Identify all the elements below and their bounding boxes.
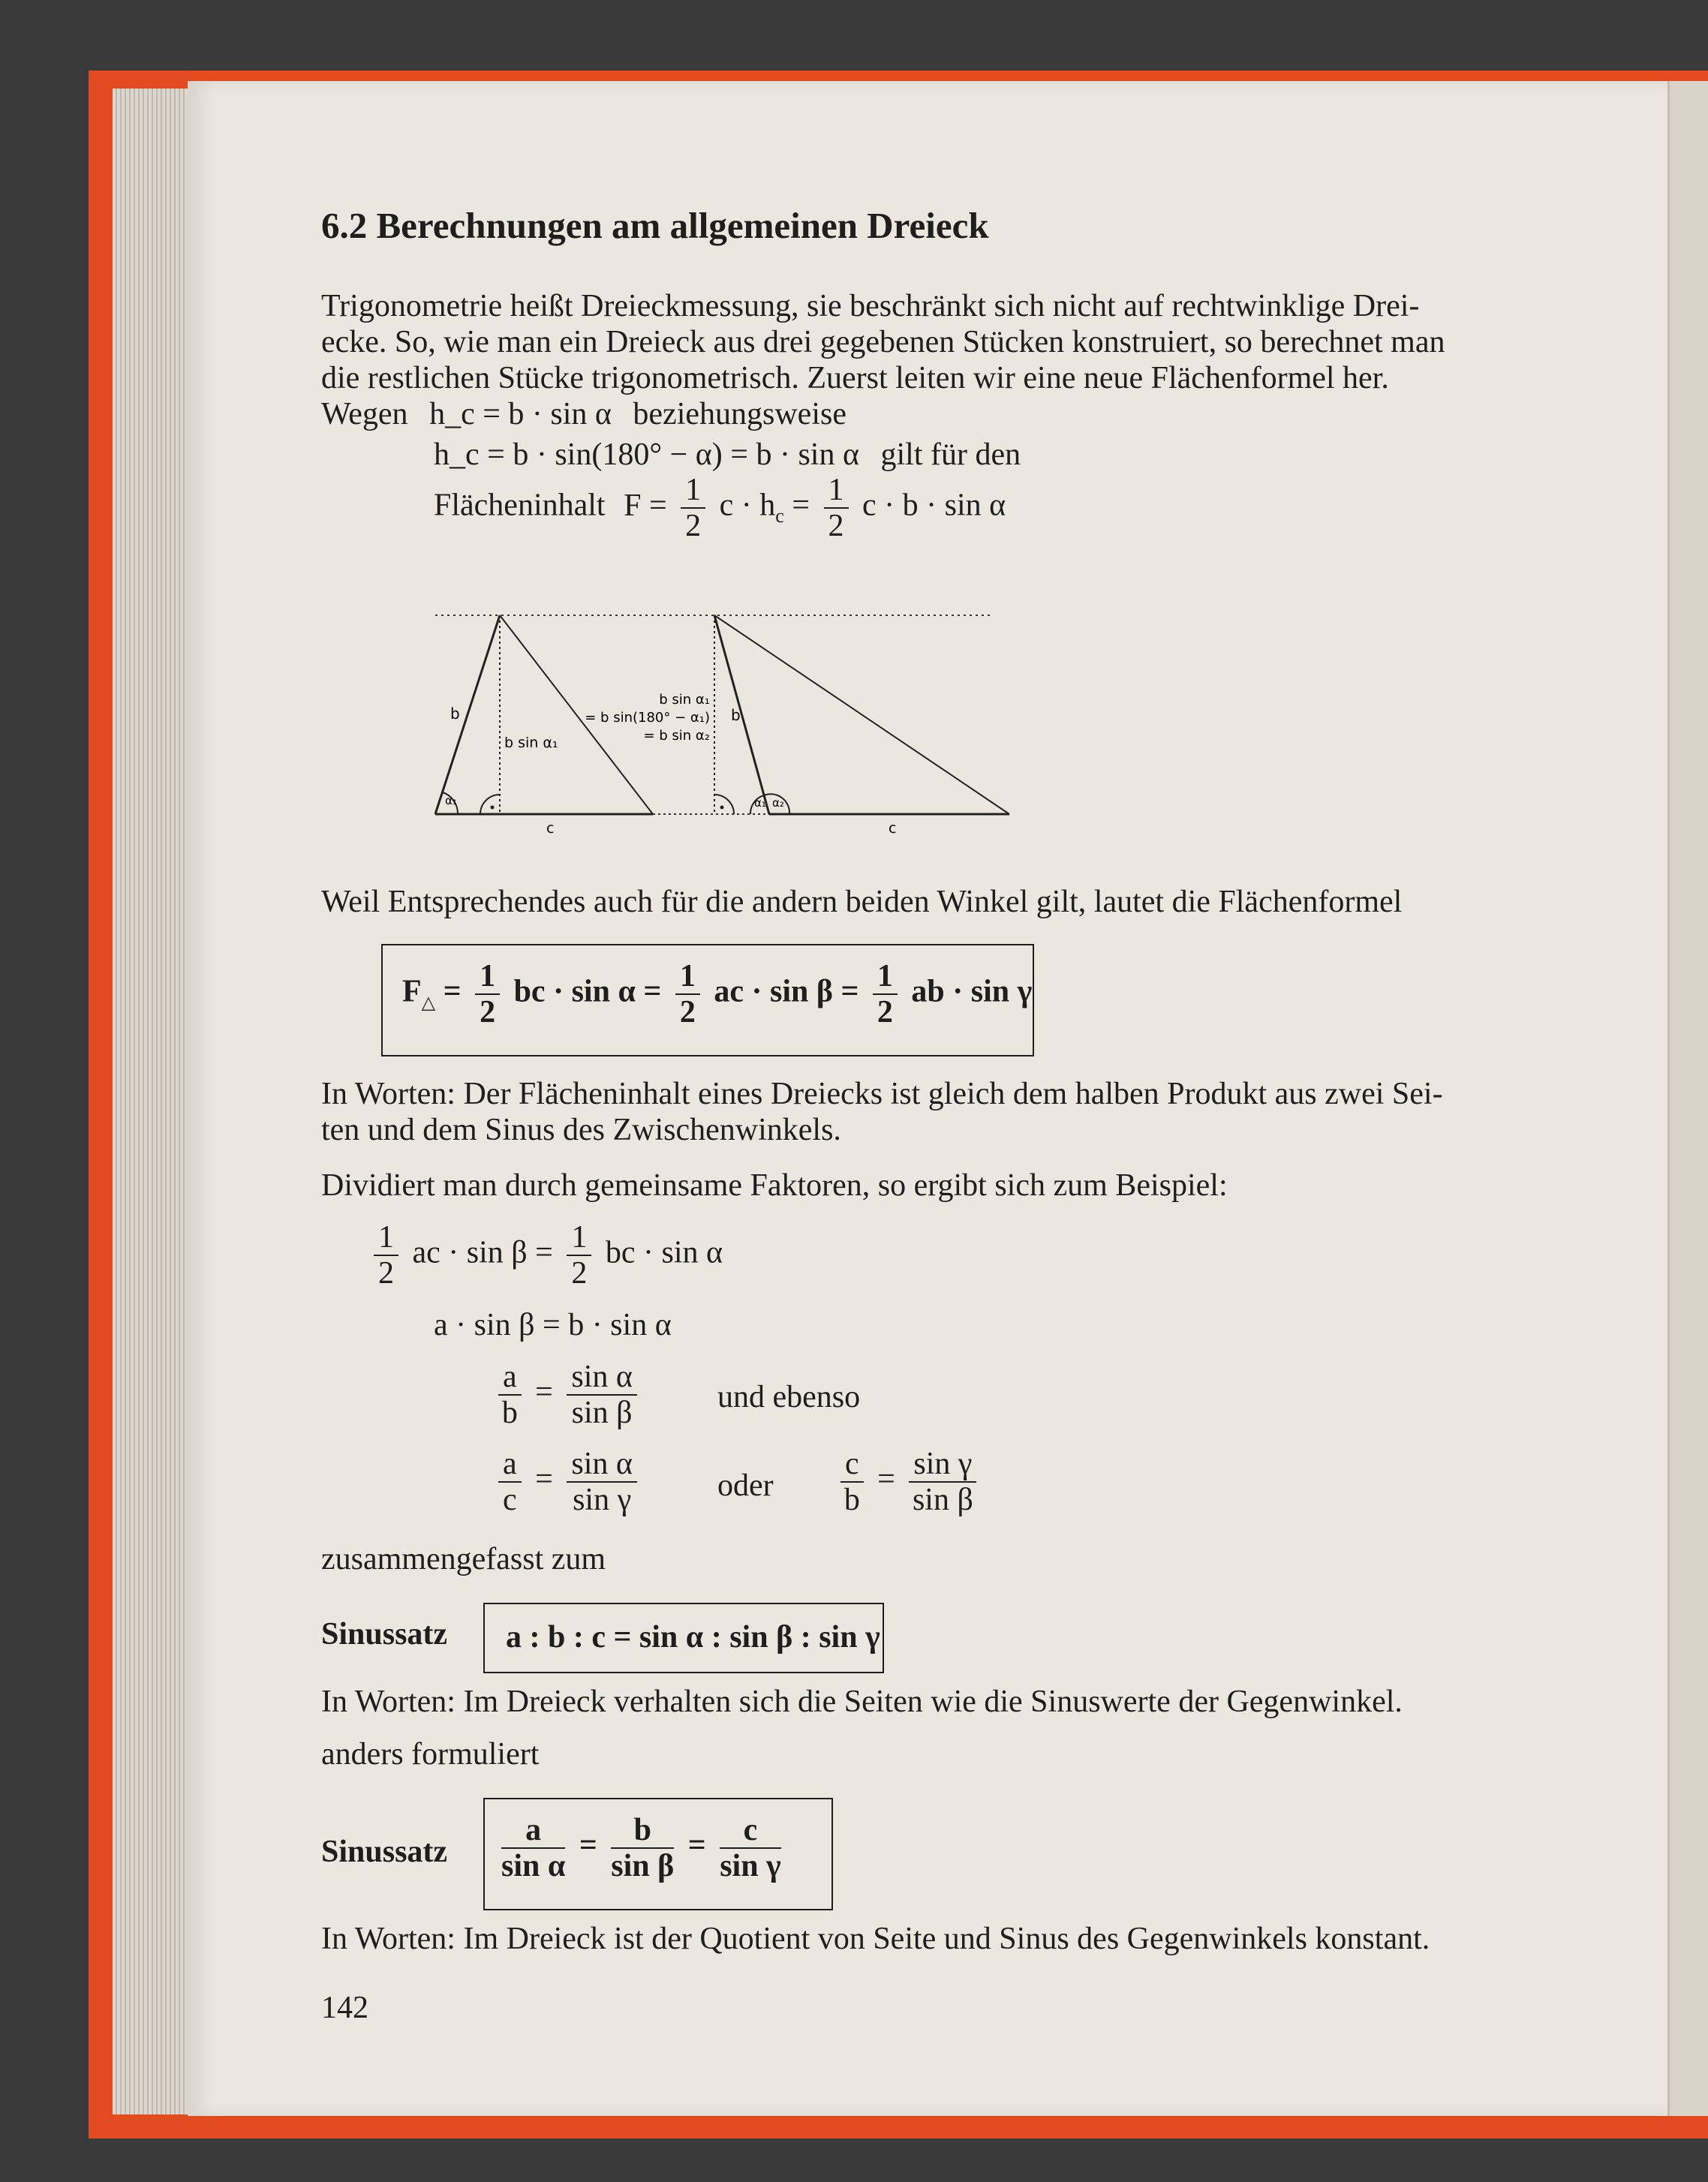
side-b-left: [435, 615, 500, 814]
fraction: $\frac{1}{2}$: [824, 473, 849, 543]
sinussatz-label-2: Sinussatz: [321, 1835, 448, 1869]
label-alpha1: α₁: [445, 794, 457, 807]
equation-2: a · sin β = b · sin α: [434, 1308, 672, 1342]
right-angle-dot-left: [491, 806, 495, 810]
middle-text-2: = b sin(180° − α₁): [585, 710, 710, 726]
equation-3: $\frac{a}{b}$ = $\frac{\text{sin α}}{\text{sin β}}$: [498, 1360, 643, 1430]
page-number: 142: [321, 1991, 368, 2025]
dividiert-line: Dividiert man durch gemeinsame Faktoren, so ergibt sich zum Beispiel:: [321, 1168, 1228, 1203]
sinussatz-formula-2: $\frac{a}{\text{sin α}}$ = $\frac{b}{\text{sin β}}$ = $\frac{c}{\text{sin γ}}$: [501, 1813, 781, 1883]
triangle-diagram: [420, 600, 1021, 840]
middle-text-1: b sin α₁: [659, 692, 710, 708]
area-formula: $F_\triangle$ = $\frac{1}{2}$ bc · sin α = $\frac{1}{2}$ ac · sin β = $\frac{1}{2}$ ab · sin γ: [402, 959, 1033, 1029]
intro-line: ecke. So, wie man ein Dreieck aus drei gegebenen Stücken konstruiert, so berechnet man: [321, 325, 1445, 359]
side-a-right: [714, 615, 1009, 814]
sinussatz-label-1: Sinussatz: [321, 1617, 448, 1652]
zusammen-line: zusammengefasst zum: [321, 1542, 606, 1576]
intro-paragraph: [321, 288, 1445, 396]
wegen-line: Wegen h_c = b · sin α beziehungsweise: [321, 397, 846, 431]
side-b-right: [714, 615, 769, 814]
label-c-left: c: [546, 820, 555, 837]
worten-3: In Worten: Im Dreieck ist der Quotient von Seite und Sinus des Gegenwinkels konstant.: [321, 1922, 1430, 1956]
intro-line: die restlichen Stücke trigonometrisch. Zuerst leiten wir eine neue Flächenformel her.: [321, 361, 1389, 395]
anders-line: anders formuliert: [321, 1737, 540, 1772]
worten-1: In Worten: Der Flächeninhalt eines Dreiecks ist gleich dem halben Produkt aus zwei Sei- ten und dem Sinus des Zwischenwinkels.: [321, 1077, 1443, 1147]
facing-page: [1667, 81, 1708, 2116]
alt-formula: h_c = b · sin(180° − α) = b · sin α: [434, 437, 859, 472]
label-b-right: b: [731, 706, 741, 724]
right-angle-dot-right: [720, 806, 724, 810]
label-alpha2: α₂: [772, 796, 784, 810]
label-b-left: b: [450, 705, 460, 723]
fraction: $\frac{1}{2}$: [681, 473, 705, 543]
equation-4: $\frac{a}{c}$ = $\frac{\text{sin α}}{\text{sin γ}}$: [498, 1447, 643, 1517]
equation-1: $\frac{1}{2}$ ac · sin β = $\frac{1}{2}$ bc · sin α: [374, 1220, 723, 1291]
right-angle-left: [480, 795, 500, 814]
worten-2: In Worten: Im Dreieck verhalten sich die Seiten wie die Sinuswerte der Gegenwinkel.: [321, 1685, 1403, 1719]
label-c-right: c: [889, 820, 897, 837]
label-bsina1: b sin α₁: [504, 735, 558, 751]
right-angle-right: [714, 795, 734, 814]
alt-formula-line: h_c = b · sin(180° − α) = b · sin α gilt für den: [434, 437, 1021, 472]
und-ebenso: und ebenso: [717, 1380, 861, 1414]
intro-line: Trigonometrie heißt Dreieckmessung, sie beschränkt sich nicht auf rechtwinklige Drei-: [321, 289, 1420, 323]
weil-line: Weil Entsprechendes auch für die andern beiden Winkel gilt, lautet die Flächenformel: [321, 885, 1403, 919]
section-heading: 6.2 Berechnungen am allgemeinen Dreieck: [321, 205, 989, 246]
sinussatz-formula-1: a : b : c = sin α : sin β : sin γ: [506, 1620, 880, 1655]
label-alpha1-right: α₁: [754, 796, 766, 810]
area-formula-line: Flächeninhalt F = $\frac{1}{2}$ $c \cdot h_c$ = $\frac{1}{2}$ c · b · sin α: [434, 473, 1006, 543]
middle-text-3: = b sin α₂: [643, 728, 710, 744]
oder: oder: [717, 1468, 774, 1503]
equation-5: $\frac{c}{b}$ = $\frac{\text{sin γ}}{\text{sin β}}$: [840, 1447, 982, 1517]
wegen-formula: h_c = b · sin α: [429, 397, 612, 431]
